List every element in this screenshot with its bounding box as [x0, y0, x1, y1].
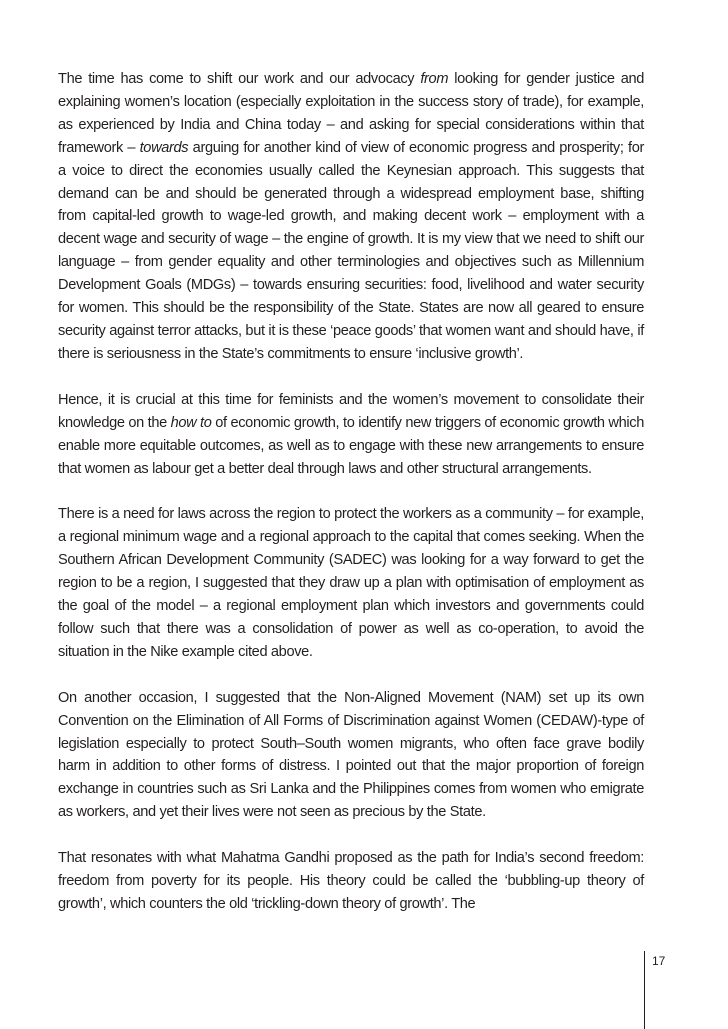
- text-run: looking for gender justice and explaining women’s location (especially exploitation in the success story of trade), for example, as experienced by India and China today – and asking for special considerations within that framework –: [58, 71, 645, 156]
- text-run: On another occasion, I suggested that the Non-Aligned Movement (NAM) set up its own Convention on the Elimination of All Forms of Discrimination against Women (CEDAW)-type of legislation especially to protect South–South women migrants, who often face grave bodily harm in addition to other forms of distress. I pointed out that the major proportion of foreign exchange in countries such as Sri Lanka and the Philippines comes from women who emigrate as workers, and yet their lives were not seen as precious by the State.: [58, 689, 644, 821]
- text-run: Hence, it is crucial at this time for feminists and the women’s movement to consolidate their knowledge on the: [58, 391, 644, 431]
- text-run: There is a need for laws across the region to protect the workers as a community – for example, a regional minimum wage and a regional approach to the capital that comes seeking. When the Southern African Development Community (SADEC) was looking for a way forward to get the region to be a region, I suggested that they draw up a plan with optimisation of employment as the goal of the model – a regional employment plan which investors and governments could follow such that there was a consolidation of power as well as co-operation, to avoid the situation in the Nike example cited above.: [58, 506, 644, 660]
- paragraph-2: [58, 389, 644, 481]
- paragraph-1: [58, 68, 644, 366]
- text-run: arguing for another kind of view of economic progress and prosperity; for a voice to direct the economies usually called the Keynesian approach. This suggests that demand can be and should be generated through a widespread employment base, shifting from capital-led growth to wage-led growth, and making decent work – employment with a decent wage and security of wage – the engine of growth. It is my view that we need to shift our language – from gender equality and other terminologies and objectives such as Millennium Development Goals (MDGs) – towards ensuring securities: food, livelihood and water security for women. This should be the responsibility of the State. States are now all geared to ensure security against terror attacks, but it is these ‘peace goods’ that women want and should have, if there is seriousness in the State’s commitments to ensure ‘inclusive growth’.: [58, 139, 644, 362]
- page-number: 17: [652, 954, 666, 968]
- italic-emphasis: from: [420, 71, 449, 87]
- body-text: [58, 68, 644, 939]
- text-run: The time has come to shift our work and our advocacy: [58, 71, 421, 87]
- paragraph-4: [58, 687, 644, 824]
- paragraph-5: [58, 847, 644, 916]
- italic-emphasis: how to: [170, 414, 212, 431]
- footer-vertical-rule: [644, 951, 645, 1029]
- italic-emphasis: towards: [139, 139, 189, 156]
- text-run: That resonates with what Mahatma Gandhi proposed as the path for India’s second freedom: freedom from poverty for its people. His theory could be called the ‘bubbling-up theory of growth’, which counters the old ‘trickling-down theory of growth’. The: [58, 850, 644, 912]
- text-run: of economic growth, to identify new triggers of economic growth which enable more equitable outcomes, as well as to engage with these new arrangements to ensure that women as labour get a better deal through laws and other structural arrangements.: [58, 414, 644, 477]
- paragraph-3: [58, 503, 644, 663]
